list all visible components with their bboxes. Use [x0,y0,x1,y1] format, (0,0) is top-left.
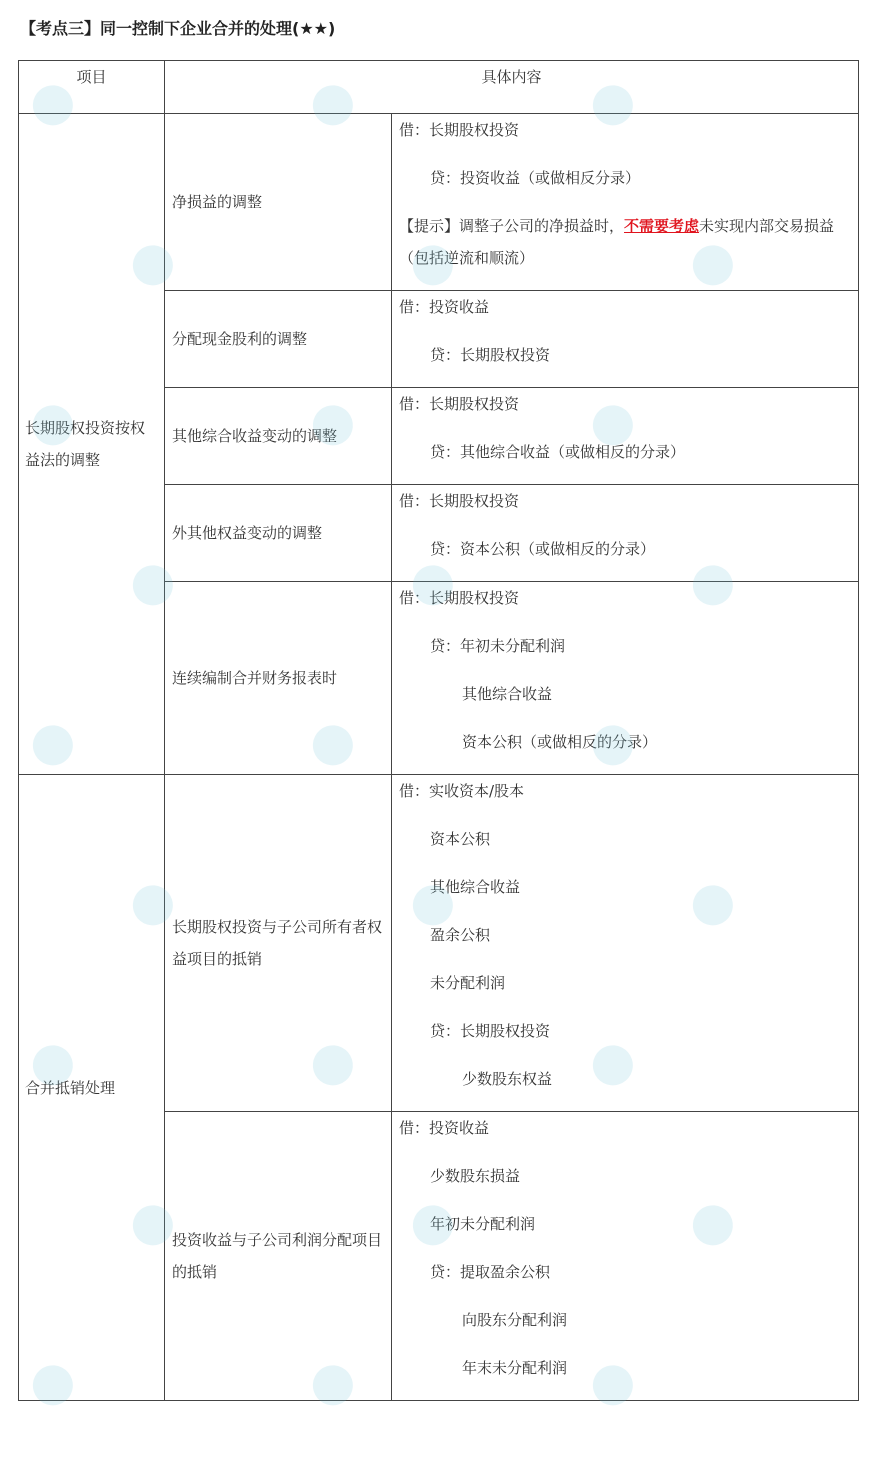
entry-line: 贷：其他综合收益（或做相反的分录） [430,443,686,461]
content-table [18,60,859,1401]
entry-continuous [392,582,859,775]
entry-line: 贷：长期股权投资 [430,346,551,364]
entry-line: 贷：提取盈余公积 [430,1263,551,1281]
tip-prefix: 【提示】调整子公司的净损益时， [399,217,625,235]
entry-line: 借：长期股权投资 [399,395,520,413]
entry-line: 借：长期股权投资 [399,121,520,139]
entry-line: 借：投资收益 [399,1119,490,1137]
entry-profit-elimination [392,1112,859,1401]
item-continuous: 连续编制合并财务报表时 [165,582,392,775]
item-net-profit: 净损益的调整 [165,114,392,291]
table-header-row [19,61,859,114]
entry-oci-change [392,388,859,485]
category-elimination: 合并抵销处理 [19,775,165,1401]
entry-line: 借：长期股权投资 [399,589,520,607]
item-equity-elimination: 长期股权投资与子公司所有者权益项目的抵销 [165,775,392,1112]
entry-other-equity [392,485,859,582]
category-equity-method: 长期股权投资按权益法的调整 [19,114,165,775]
table-row [19,775,859,1112]
entry-line: 年初未分配利润 [430,1215,536,1233]
item-profit-elimination: 投资收益与子公司利润分配项目的抵销 [165,1112,392,1401]
table-row [19,114,859,291]
header-details: 具体内容 [165,61,859,114]
entry-line: 年末未分配利润 [462,1359,568,1377]
entry-line: 少数股东权益 [462,1070,553,1088]
entry-line: 其他综合收益 [462,685,553,703]
item-oci-change: 其他综合收益变动的调整 [165,388,392,485]
entry-line: 资本公积（或做相反的分录） [462,733,658,751]
page-title: 【考点三】同一控制下企业合并的处理(★★) [20,19,336,38]
entry-cash-dividend [392,291,859,388]
entry-line: 借：投资收益 [399,298,490,316]
tip-highlight: 不需要考虑 [624,217,700,235]
entry-line: 盈余公积 [430,926,491,944]
header-project: 项目 [19,61,165,114]
tip-suffix: 未实现内部交易损益（包括逆流和顺流） [399,217,835,267]
entry-equity-elimination [392,775,859,1112]
item-other-equity: 外其他权益变动的调整 [165,485,392,582]
entry-line: 借：实收资本/股本 [399,782,525,800]
item-cash-dividend: 分配现金股利的调整 [165,291,392,388]
entry-line: 未分配利润 [430,974,506,992]
entry-line: 少数股东损益 [430,1167,521,1185]
entry-line: 贷：年初未分配利润 [430,637,566,655]
tip-note [399,210,851,274]
entry-line: 贷：资本公积（或做相反的分录） [430,540,656,558]
entry-line: 其他综合收益 [430,878,521,896]
entry-line: 向股东分配利润 [462,1311,568,1329]
entry-line: 贷：长期股权投资 [430,1022,551,1040]
entry-line: 资本公积 [430,830,491,848]
entry-line: 贷：投资收益（或做相反分录） [430,169,641,187]
entry-line: 借：长期股权投资 [399,492,520,510]
entry-net-profit [392,114,859,291]
